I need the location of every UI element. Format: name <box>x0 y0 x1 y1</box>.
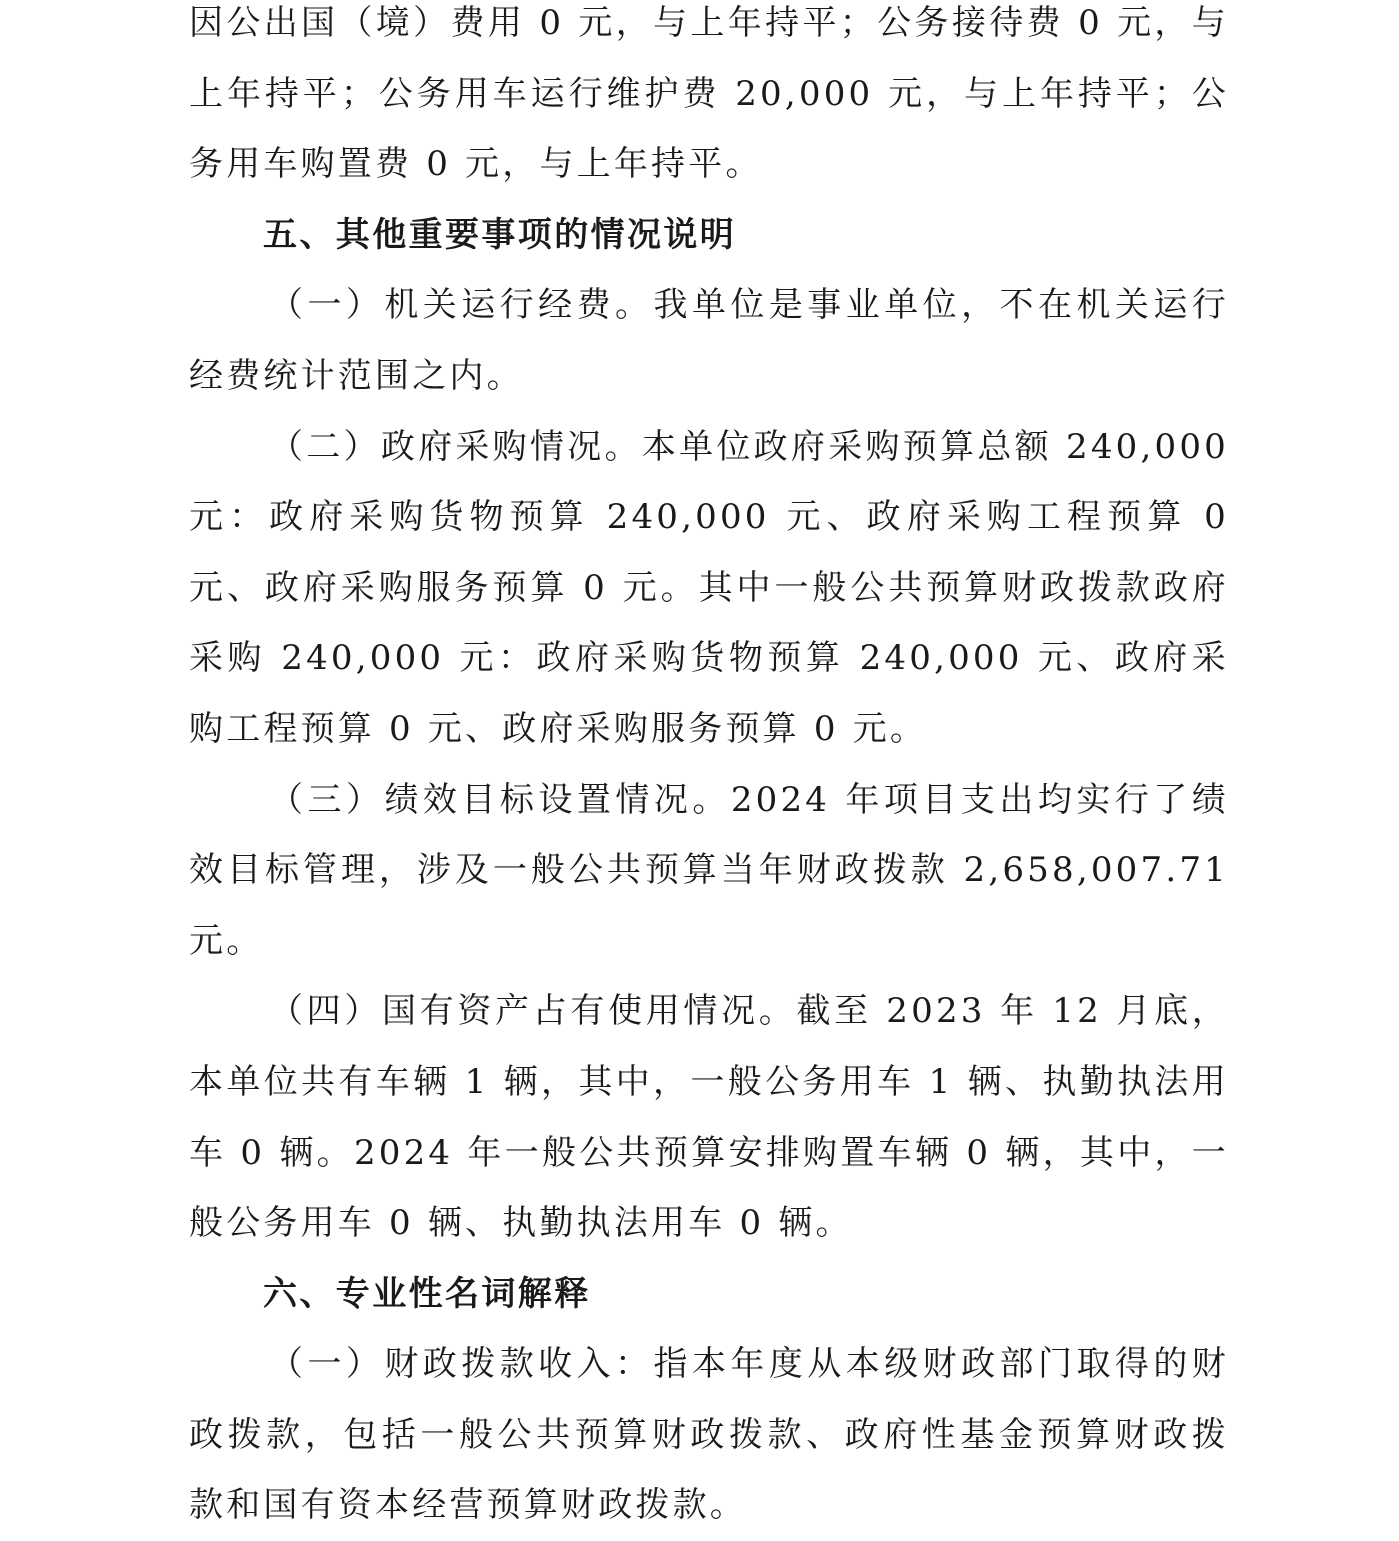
item-lead: （一）机关运行经费。 <box>269 285 654 326</box>
paragraph-state-assets <box>189 976 1229 1258</box>
item-lead: （三）绩效目标设置情况。 <box>269 779 731 820</box>
paragraph-government-procurement <box>189 412 1229 765</box>
document-page <box>189 0 1229 1541</box>
item-lead: （四）国有资产占有使用情况。 <box>269 991 797 1032</box>
item-lead: （一）财政拨款收入： <box>269 1344 654 1385</box>
item-text: 指本年度从本级财政部门取得的财政拨款，包括一般公共预算财政拨款、政府性基金预算财政拨款和国有资本经营预算财政拨款。 <box>189 1344 1229 1526</box>
item-text: 我单位是事业单位，不在机关运行经费统计范围之内。 <box>189 285 1229 396</box>
item-text: 本单位政府采购预算总额 240,000 元：政府采购货物预算 240,000 元、政府采购工程预算 0 元、政府采购服务预算 0 元。其中一般公共预算财政拨款政府采购 240,000 元：政府采购货物预算 240,000 元、政府采购工程预算 0 元、政府采购服务预算 0 元。 <box>189 426 1229 749</box>
item-text: 2024 年项目支出均实行了绩效目标管理，涉及一般公共预算当年财政拨款 2,658,007.71 元。 <box>189 779 1229 961</box>
paragraph-operating-expenses <box>189 270 1229 411</box>
section-heading-terms: 六、专业性名词解释 <box>263 1273 591 1314</box>
item-text: 截至 2023 年 12 月底，本单位共有车辆 1 辆，其中，一般公务用车 1 辆、执勤执法用车 0 辆。2024 年一般公共预算安排购置车辆 0 辆，其中，一般公务用车 0 辆、执勤执法用车 0 辆。 <box>189 991 1229 1244</box>
item-lead: （二）政府采购情况。 <box>269 426 642 467</box>
section-heading-other-matters: 五、其他重要事项的情况说明 <box>263 214 737 255</box>
paragraph-performance-targets <box>189 765 1229 977</box>
paragraph-travel-expenses: 因公出国（境）费用 0 元，与上年持平；公务接待费 0 元，与上年持平；公务用车运行维护费 20,000 元，与上年持平；公务用车购置费 0 元，与上年持平。 <box>189 3 1229 185</box>
paragraph-fiscal-allocation-income <box>189 1329 1229 1541</box>
